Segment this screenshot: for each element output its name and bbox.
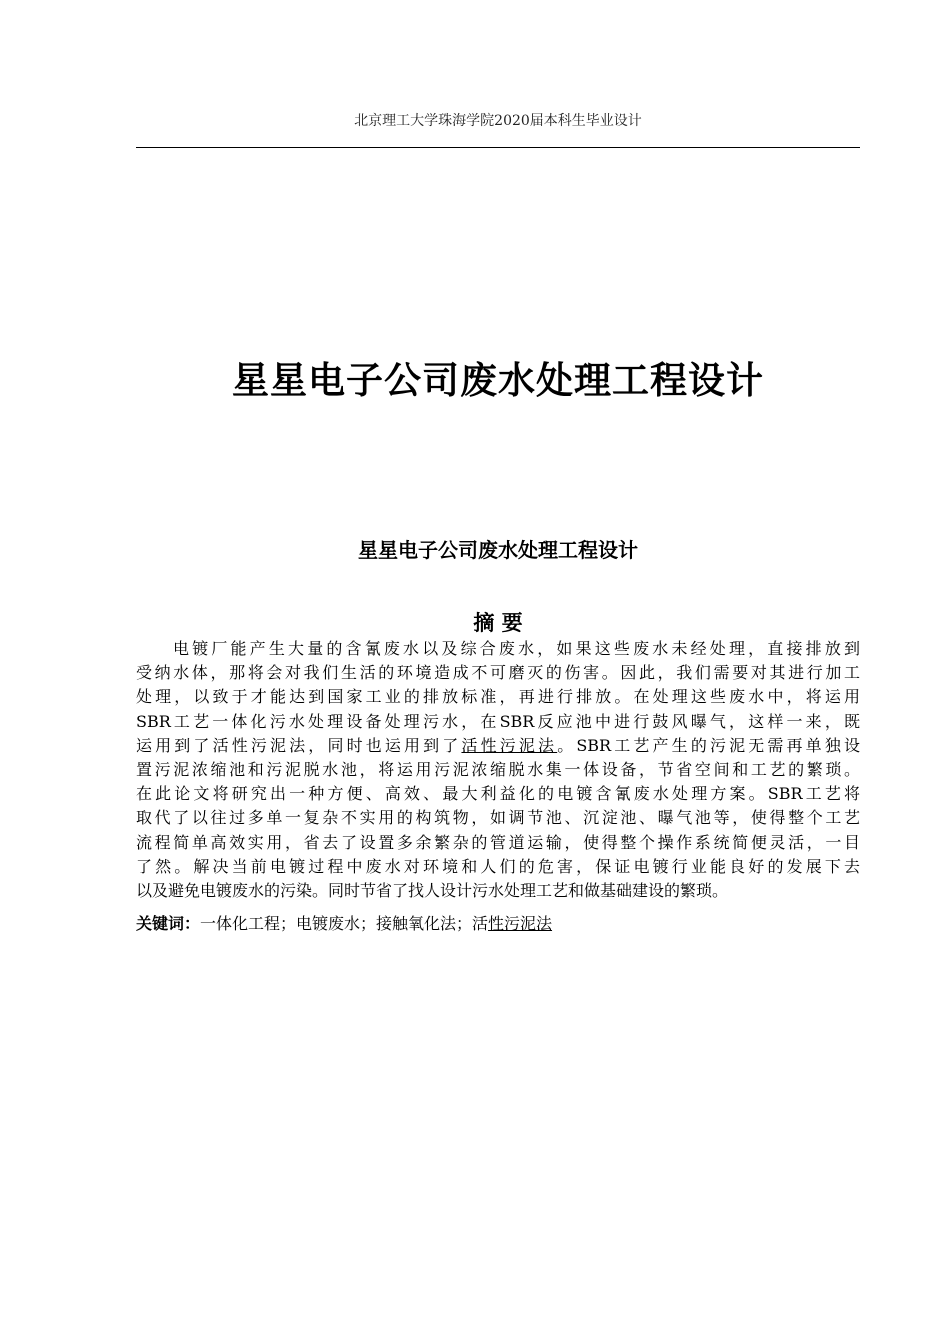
abstract-line: 置污泥浓缩池和污泥脱水池，将运用污泥浓缩脱水集一体设备，节省空间和工艺的繁琐。 xyxy=(136,759,860,779)
abstract-line: SBR工艺一体化污水处理设备处理污水，在SBR反应池中进行鼓风曝气，这样一来，既 xyxy=(136,711,860,731)
header-rule xyxy=(136,147,860,148)
abstract-line: 以及避免电镀废水的污染。同时节省了找人设计污水处理工艺和做基础建设的繁琐。 xyxy=(136,880,729,900)
keywords-text: 一体化工程；电镀废水；接触氧化法；活 xyxy=(200,914,489,933)
abstract-body xyxy=(136,637,860,903)
abstract-heading: 摘 要 xyxy=(473,610,523,635)
abstract-line xyxy=(136,734,860,758)
running-header: 北京理工大学珠海学院2020届本科生毕业设计 xyxy=(354,113,642,129)
term-link[interactable]: 活性污泥法 xyxy=(461,735,558,755)
keywords-label: 关键词： xyxy=(136,914,201,933)
abstract-line: 处理，以致于才能达到国家工业的排放标准，再进行排放。在处理这些废水中，将运用 xyxy=(136,687,860,707)
abstract-line: 电镀厂能产生大量的含氰废水以及综合废水，如果这些废水未经处理，直接排放到 xyxy=(173,639,860,658)
abstract-line-text: 。SBR工艺产生的污泥无需再单独设 xyxy=(557,735,860,755)
keywords-link[interactable]: 性污泥法 xyxy=(488,914,553,933)
keywords xyxy=(136,912,860,936)
main-title: 星星电子公司废水处理工程设计 xyxy=(232,358,764,402)
abstract-line: 了然。解决当前电镀过程中废水对环境和人们的危害，保证电镀行业能良好的发展下去 xyxy=(136,856,860,876)
abstract-line-text: 运用到了活性污泥法，同时也运用到了 xyxy=(136,735,462,755)
abstract-line: 取代了以往过多单一复杂不实用的构筑物，如调节池、沉淀池、曝气池等，使得整个工艺 xyxy=(136,808,860,828)
abstract-line: 在此论文将研究出一种方便、高效、最大利益化的电镀含氰废水处理方案。SBR工艺将 xyxy=(136,784,860,804)
subtitle: 星星电子公司废水处理工程设计 xyxy=(358,538,638,562)
abstract-line: 流程简单高效实用，省去了设置多余繁杂的管道运输，使得整个操作系统简便灵活，一目 xyxy=(136,832,860,852)
abstract-line: 受纳水体，那将会对我们生活的环境造成不可磨灭的伤害。因此，我们需要对其进行加工 xyxy=(136,663,860,683)
